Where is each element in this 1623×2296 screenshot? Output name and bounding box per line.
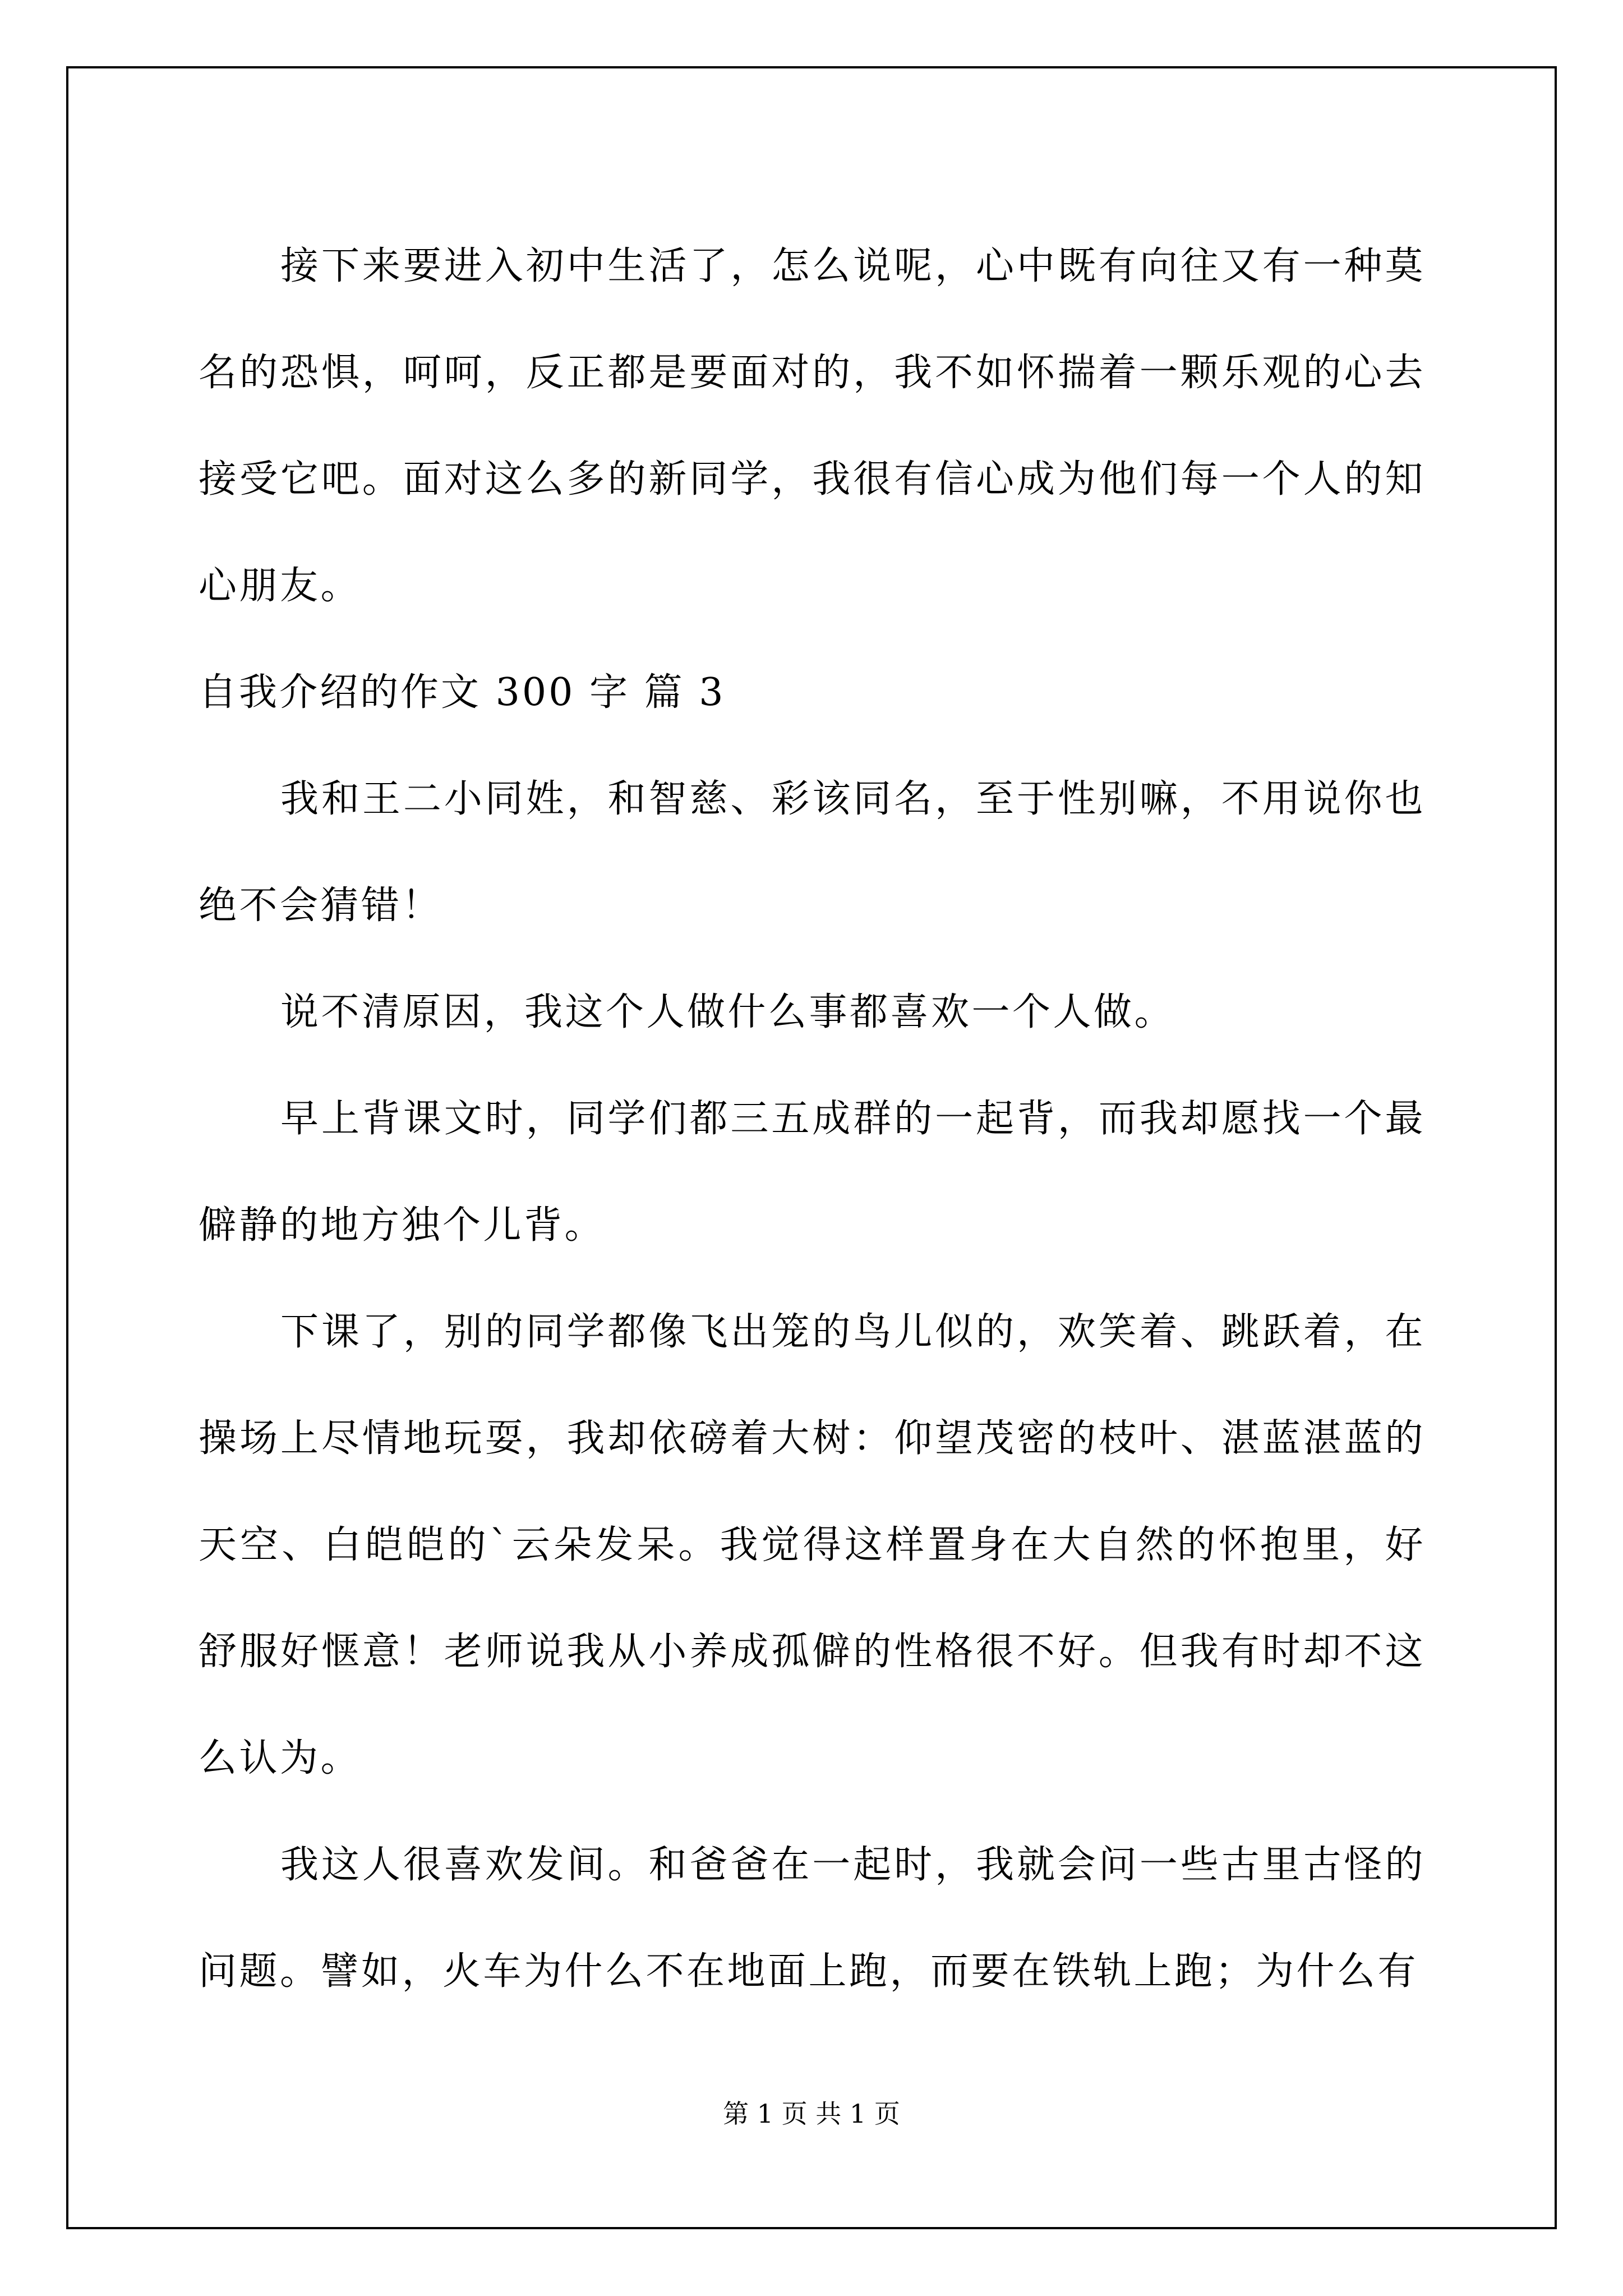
paragraph: 接下来要进入初中生活了，怎么说呢，心中既有向往又有一种莫名的恐惧，呵呵，反正都是要面对的，我不如怀揣着一颗乐观的心去接受它吧。面对这么多的新同学，我很有信心成为他们每一个人的知心朋友。 (199, 244, 1426, 608)
page-footer: 第 1 页 共 1 页 (723, 2099, 900, 2129)
document-body (199, 213, 1426, 2025)
paragraph: 说不清原因，我这个人做什么事都喜欢一个人做。 (280, 990, 1175, 1034)
section-heading: 自我介绍的作文 300 字 篇 3 (199, 670, 726, 715)
paragraph: 下课了，别的同学都像飞出笼的鸟儿似的，欢笑着、跳跃着，在操场上尽情地玩耍，我却依磅着大树：仰望茂密的枝叶、湛蓝湛蓝的天空、白皑皑的`云朵发呆。我觉得这样置身在大自然的怀抱里，好舒服好惬意！老师说我从小养成孤僻的性格很不好。但我有时却不这么认为。 (199, 1310, 1426, 1780)
paragraph: 早上背课文时，同学们都三五成群的一起背，而我却愿找一个最僻静的地方独个儿背。 (199, 1097, 1426, 1248)
paragraph: 我和王二小同姓，和智慈、彩该同名，至于性别嘛，不用说你也绝不会猜错！ (199, 777, 1426, 928)
paragraph: 我这人很喜欢发间。和爸爸在一起时，我就会问一些古里古怪的问题。譬如，火车为什么不在地面上跑，而要在铁轨上跑；为什么有 (199, 1843, 1426, 1994)
